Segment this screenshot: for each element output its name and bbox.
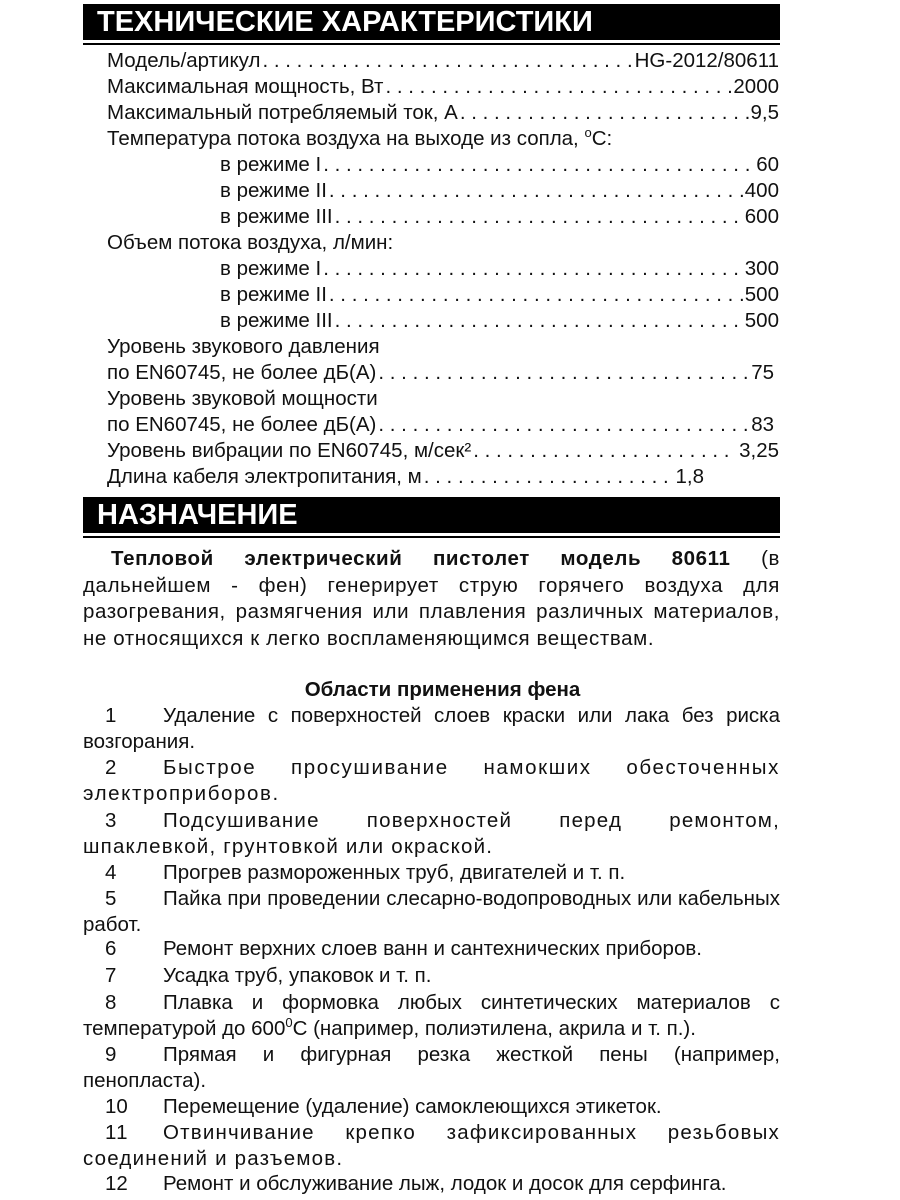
- list-number: 2: [105, 756, 119, 779]
- list-number: 6: [105, 937, 117, 960]
- list-number: 12: [105, 1172, 128, 1195]
- list-item: [83, 1094, 780, 1120]
- leader-dots: [323, 256, 743, 282]
- leader-dots: [329, 178, 743, 204]
- list-text: Ремонт и обслуживание лыж, лодок и досок для серфинга.: [163, 1172, 727, 1195]
- list-number: 3: [105, 809, 118, 832]
- spec-row-current: [107, 100, 779, 126]
- list-item: [83, 936, 780, 962]
- list-number: 10: [105, 1095, 128, 1118]
- list-text: Ремонт верхних слоев ванн и сантехнических приборов.: [163, 937, 702, 960]
- list-text: Пайка при проведении слесарно-водопроводных или кабельных работ.: [83, 887, 780, 936]
- spec-row-power: [107, 74, 779, 100]
- section-title: ТЕХНИЧЕСКИЕ ХАРАКТЕРИСТИКИ: [97, 5, 593, 38]
- list-text: Усадка труб, упаковок и т. п.: [163, 964, 432, 987]
- list-text: Быстрое просушивание намокших обесточенных электроприборов.: [83, 756, 780, 805]
- list-item: [83, 963, 780, 989]
- list-number: 7: [105, 964, 117, 987]
- spec-row-flow-mode: в режиме III . . . 500: [220, 308, 779, 334]
- section-header-specs: [83, 4, 780, 40]
- spec-heading-temperature: Температура потока воздуха на выходе из сопла, $^о$С:: [107, 125, 613, 150]
- spec-label: Модель/артикул: [107, 49, 261, 72]
- spec-value: 2000: [733, 75, 779, 98]
- list-text: Отвинчивание крепко зафиксированных резьбовых соединений и разъемов.: [83, 1121, 780, 1170]
- section-title: НАЗНАЧЕНИЕ: [97, 498, 298, 531]
- spec-row-temp-mode: в режиме III . . . 600: [220, 204, 779, 230]
- spec-row-flow-mode: в режиме II . . . 500: [220, 282, 779, 308]
- leader-dots: [378, 412, 749, 438]
- list-item: [83, 990, 780, 1042]
- list-text: Прямая и фигурная резка жесткой пены (например, пенопласта).: [83, 1043, 780, 1092]
- spec-row-temp-mode: в режиме II . . . 400: [220, 178, 779, 204]
- leader-dots: [424, 464, 674, 490]
- leader-dots: [473, 438, 737, 464]
- spec-row-vibration: Уровень вибрации по EN60745, м/сек² . . . 3,25: [107, 438, 779, 464]
- list-text: Перемещение (удаление) самоклеющихся этикеток.: [163, 1095, 662, 1118]
- list-item: [83, 808, 780, 860]
- list-item: [83, 703, 780, 755]
- degree-sup: 0: [285, 1015, 293, 1031]
- spec-row-flow-mode: в режиме I . . . 300: [220, 256, 779, 282]
- leader-dots: [335, 204, 743, 230]
- leader-dots: [335, 308, 743, 334]
- list-item: [83, 1171, 780, 1197]
- leader-dots: [329, 282, 743, 308]
- list-item: [83, 860, 780, 886]
- spec-value: 9,5: [750, 101, 779, 124]
- spec-row-cable: Длина кабеля электропитания, м . . . 1,8: [107, 464, 704, 490]
- list-item: [83, 1120, 780, 1172]
- spec-heading-sound-pressure: Уровень звукового давления: [107, 335, 380, 358]
- list-number: 5: [105, 887, 117, 910]
- list-number: 1: [105, 704, 117, 727]
- list-text: Прогрев размороженных труб, двигателей и т. п.: [163, 861, 626, 884]
- list-number: 8: [105, 991, 117, 1014]
- leader-dots: [262, 48, 632, 74]
- leader-dots: [378, 360, 749, 386]
- spec-row-temp-mode: в режиме I . . . 60: [220, 152, 779, 178]
- list-text: Плавка и формовка любых синтетических материалов с температурой до $600^0С$ (например, полиэтилена, акрила и т. п.).: [83, 991, 780, 1040]
- list-item: [83, 755, 780, 807]
- degree-sup: о: [584, 125, 592, 141]
- spec-heading-flow: Объем потока воздуха, л/мин:: [107, 231, 394, 254]
- section-header-purpose: [83, 497, 780, 533]
- spec-row-sound-power: по EN60745, не более дБ(А) . . . 83: [107, 412, 774, 438]
- spec-row-model: [107, 48, 779, 74]
- leader-dots: [323, 152, 754, 178]
- list-number: 9: [105, 1043, 117, 1066]
- purpose-intro: Тепловой электрический пистолет модель 80611 (в дальнейшем - фен) генерирует струю горячего воздуха для разогревания, размягчения или плавления различных материалов, не относящихся к легко воспламеняющимся веществам.: [83, 547, 780, 650]
- leader-dots: [385, 74, 731, 100]
- list-text: Подсушивание поверхностей перед ремонтом, шпаклевкой, грунтовкой или окраской.: [83, 809, 780, 858]
- list-text: Удаление с поверхностей слоев краски или лака без риска возгорания.: [83, 704, 780, 753]
- list-item: [83, 886, 780, 938]
- applications-title: Области применения фена: [304, 678, 581, 701]
- list-item: [83, 1042, 780, 1094]
- spec-row-sound-pressure: по EN60745, не более дБ(А) . . . 75: [107, 360, 774, 386]
- spec-label: Максимальный потребляемый ток, А: [107, 101, 458, 124]
- spec-label: Максимальная мощность, Вт: [107, 75, 384, 98]
- leader-dots: [460, 100, 749, 126]
- spec-heading-sound-power: Уровень звуковой мощности: [107, 387, 378, 410]
- list-number: 4: [105, 861, 117, 884]
- spec-value: HG-2012/80611: [634, 49, 779, 72]
- list-number: 11: [105, 1121, 129, 1144]
